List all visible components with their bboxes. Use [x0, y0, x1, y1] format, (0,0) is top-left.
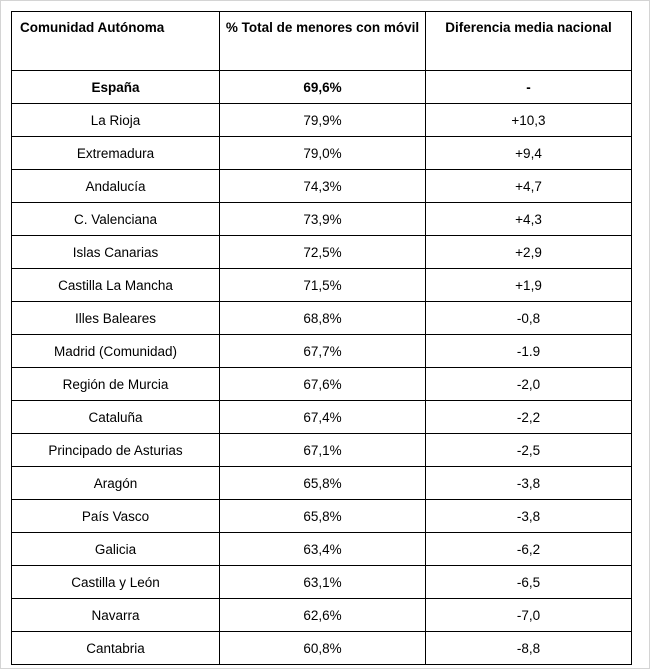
cell-comunidad: Castilla y León: [12, 566, 220, 599]
table-row: [12, 500, 632, 533]
cell-diferencia: -: [426, 71, 632, 104]
cell-comunidad: Galicia: [12, 533, 220, 566]
cell-porcentaje: 63,4%: [220, 533, 426, 566]
table-row: [12, 71, 632, 104]
table-row: [12, 302, 632, 335]
cell-comunidad: Región de Murcia: [12, 368, 220, 401]
cell-porcentaje: 79,9%: [220, 104, 426, 137]
cell-comunidad: Illes Baleares: [12, 302, 220, 335]
cell-diferencia: +1,9: [426, 269, 632, 302]
cell-diferencia: -2,5: [426, 434, 632, 467]
table-row: [12, 434, 632, 467]
table-row: [12, 104, 632, 137]
cell-porcentaje: 72,5%: [220, 236, 426, 269]
table-row: [12, 401, 632, 434]
cell-comunidad: Extremadura: [12, 137, 220, 170]
cell-diferencia: -1.9: [426, 335, 632, 368]
cell-comunidad: Navarra: [12, 599, 220, 632]
table-row: [12, 203, 632, 236]
cell-porcentaje: 68,8%: [220, 302, 426, 335]
cell-diferencia: +4,7: [426, 170, 632, 203]
cell-diferencia: -2,0: [426, 368, 632, 401]
cell-porcentaje: 67,7%: [220, 335, 426, 368]
cell-diferencia: -2,2: [426, 401, 632, 434]
table-row: [12, 368, 632, 401]
cell-comunidad: Islas Canarias: [12, 236, 220, 269]
table-row: [12, 533, 632, 566]
table-row: [12, 632, 632, 665]
cell-comunidad: Aragón: [12, 467, 220, 500]
table-row: [12, 599, 632, 632]
cell-porcentaje: 69,6%: [220, 71, 426, 104]
header-diferencia: Diferencia media nacional: [426, 12, 632, 71]
cell-porcentaje: 67,1%: [220, 434, 426, 467]
table-body: [12, 71, 632, 665]
table-row: [12, 236, 632, 269]
cell-porcentaje: 62,6%: [220, 599, 426, 632]
header-porcentaje: % Total de menores con móvil: [220, 12, 426, 71]
cell-comunidad: Cantabria: [12, 632, 220, 665]
cell-porcentaje: 67,6%: [220, 368, 426, 401]
cell-porcentaje: 67,4%: [220, 401, 426, 434]
cell-comunidad: La Rioja: [12, 104, 220, 137]
cell-diferencia: -6,2: [426, 533, 632, 566]
cell-comunidad: Principado de Asturias: [12, 434, 220, 467]
cell-diferencia: -0,8: [426, 302, 632, 335]
header-comunidad: Comunidad Autónoma: [12, 12, 220, 71]
table-header-row: [12, 12, 632, 71]
cell-porcentaje: 65,8%: [220, 467, 426, 500]
cell-diferencia: +9,4: [426, 137, 632, 170]
cell-porcentaje: 71,5%: [220, 269, 426, 302]
cell-diferencia: -7,0: [426, 599, 632, 632]
cell-diferencia: -3,8: [426, 500, 632, 533]
cell-porcentaje: 65,8%: [220, 500, 426, 533]
cell-comunidad: Andalucía: [12, 170, 220, 203]
cell-diferencia: -3,8: [426, 467, 632, 500]
table-row: [12, 269, 632, 302]
cell-porcentaje: 74,3%: [220, 170, 426, 203]
cell-porcentaje: 79,0%: [220, 137, 426, 170]
cell-diferencia: -6,5: [426, 566, 632, 599]
cell-diferencia: +4,3: [426, 203, 632, 236]
cell-comunidad: Madrid (Comunidad): [12, 335, 220, 368]
table-row: [12, 467, 632, 500]
table-row: [12, 170, 632, 203]
table-row: [12, 335, 632, 368]
cell-comunidad: Castilla La Mancha: [12, 269, 220, 302]
cell-comunidad: País Vasco: [12, 500, 220, 533]
cell-diferencia: +10,3: [426, 104, 632, 137]
cell-diferencia: -8,8: [426, 632, 632, 665]
cell-porcentaje: 60,8%: [220, 632, 426, 665]
mobile-ownership-table: [11, 11, 632, 665]
table-row: [12, 566, 632, 599]
cell-comunidad: Cataluña: [12, 401, 220, 434]
table-row: [12, 137, 632, 170]
cell-diferencia: +2,9: [426, 236, 632, 269]
cell-porcentaje: 73,9%: [220, 203, 426, 236]
cell-porcentaje: 63,1%: [220, 566, 426, 599]
cell-comunidad: España: [12, 71, 220, 104]
cell-comunidad: C. Valenciana: [12, 203, 220, 236]
